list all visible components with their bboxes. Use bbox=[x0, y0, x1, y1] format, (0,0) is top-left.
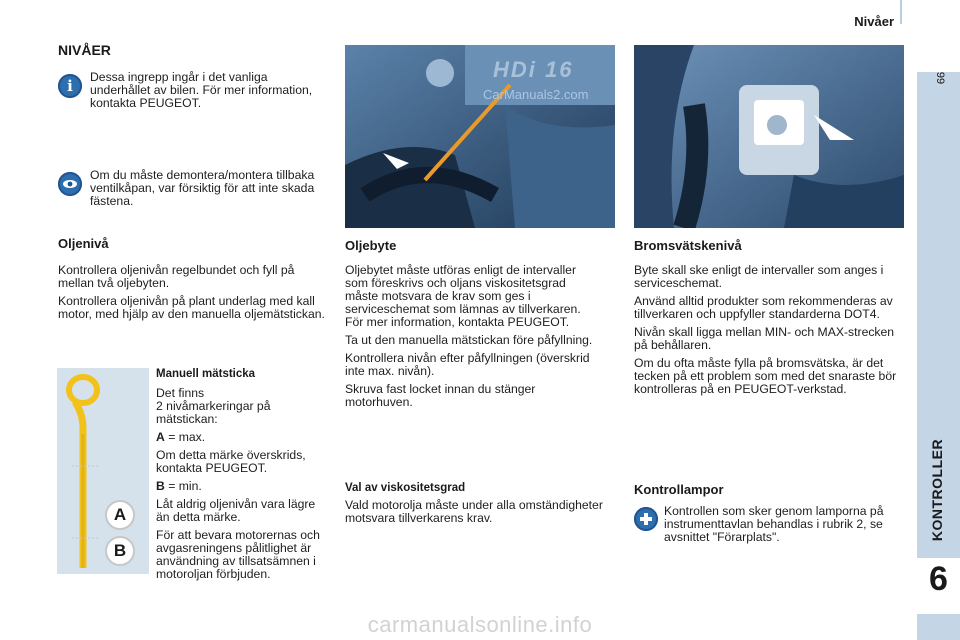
warning-lamps-heading: Kontrollampor bbox=[634, 482, 724, 497]
chapter-label-vertical: KONTROLLER bbox=[929, 438, 945, 542]
brake-fluid-paragraph: Nivån skall ligga mellan MIN- och MAX-strecken på behållaren. bbox=[634, 325, 895, 352]
running-header-title: Nivåer bbox=[854, 14, 894, 29]
viscosity-heading: Val av viskositetsgrad bbox=[345, 482, 466, 494]
engine-photo-label: HDi 16 bbox=[493, 57, 574, 82]
brake-fluid-paragraph: Använd alltid produkter som rekommenderas av tillverkaren och uppfyller standarderna DOT4. bbox=[634, 294, 893, 321]
oil-level-paragraph: Kontrollera oljenivån regelbundet och fyll på mellan två oljebyten. bbox=[58, 263, 295, 290]
dipstick-paragraph: Det finns 2 nivåmarkeringar på mätstickan: bbox=[156, 386, 271, 426]
page-number: 99 bbox=[934, 71, 946, 85]
brake-fluid-heading: Bromsvätskenivå bbox=[634, 238, 742, 253]
dipstick-heading: Manuell mätsticka bbox=[156, 368, 256, 380]
dipstick-min-line: B = min. bbox=[156, 479, 202, 493]
plus-glyph bbox=[639, 512, 653, 526]
dipstick-drawing bbox=[57, 368, 149, 574]
brake-fluid-text bbox=[634, 264, 902, 401]
dipstick-paragraph: Om detta märke överskrids, kontakta PEUGEOT. bbox=[156, 448, 306, 475]
eye-note: Om du måste demontera/montera tillbaka ventilkåpan, var försiktig för att inte skada fästena. bbox=[90, 168, 315, 208]
header-divider bbox=[900, 0, 902, 24]
chapter-number: 6 bbox=[929, 560, 948, 598]
oil-change-paragraph: Skruva fast locket innan du stänger motorhuven. bbox=[345, 382, 536, 409]
brake-fluid-paragraph: Om du ofta måste fylla på bromsvätska, är det tecken på ett problem som med det snaraste bör kontrolleras på en PEUGEOT-verkstad. bbox=[634, 356, 897, 396]
engine-photo-drawing bbox=[345, 45, 615, 228]
oil-change-paragraph: Ta ut den manuella mätstickan före påfyllning. bbox=[345, 333, 593, 347]
oil-change-text bbox=[345, 264, 601, 414]
photo-watermark: CarManuals2.com bbox=[483, 87, 589, 102]
oil-level-paragraph: Kontrollera oljenivån på plant underlag med kall motor, med hjälp av den manuella oljemätstickan. bbox=[58, 294, 325, 321]
eye-icon bbox=[58, 172, 82, 196]
dipstick-paragraph: För att bevara motorernas och avgasreningens pålitlighet är användning av tillsatsämnen i motoroljan förbjuden. bbox=[156, 528, 320, 581]
engine-photo bbox=[345, 45, 615, 228]
footer-watermark: carmanualsonline.info bbox=[367, 612, 593, 637]
oil-change-heading: Oljebyte bbox=[345, 238, 397, 253]
dipstick-text bbox=[156, 387, 328, 586]
eye-glyph bbox=[62, 179, 78, 189]
info-note: Dessa ingrepp ingår i det vanliga underhållet av bilen. För mer information, kontakta PEUGEOT. bbox=[90, 70, 313, 110]
oil-level-text bbox=[58, 264, 328, 326]
oil-change-paragraph: Kontrollera nivån efter påfyllningen (överskrid inte max. nivån). bbox=[345, 351, 590, 378]
viscosity-text: Vald motorolja måste under alla omständigheter motsvara tillverkarens krav. bbox=[345, 498, 603, 525]
oil-level-heading: Oljenivå bbox=[58, 236, 109, 251]
brake-fluid-photo bbox=[634, 45, 904, 228]
brake-fluid-paragraph: Byte skall ske enligt de intervaller som anges i serviceschemat. bbox=[634, 263, 884, 290]
warning-lamps-text: Kontrollen som sker genom lamporna på instrumenttavlan behandlas i rubrik 2, se avsnittet "Förarplats". bbox=[664, 504, 884, 544]
dipstick-mark-a: A bbox=[105, 500, 135, 530]
dipstick-paragraph: Låt aldrig oljenivån vara lägre än detta märke. bbox=[156, 497, 316, 524]
dipstick-illustration bbox=[57, 368, 149, 574]
info-icon: i bbox=[58, 74, 82, 98]
oil-change-paragraph: Oljebytet måste utföras enligt de intervaller som föreskrivs och oljans viskositetsgrad måste motsvara de krav som ges i serviceschemat som lämnas av tillverkaren. För mer information, kontakta PEUGEOT. bbox=[345, 263, 581, 329]
plus-icon bbox=[634, 507, 658, 531]
page-title: NIVÅER bbox=[58, 42, 111, 58]
brake-fluid-photo-drawing bbox=[634, 45, 904, 228]
dipstick-max-line: A = max. bbox=[156, 430, 206, 444]
dipstick-mark-b: B bbox=[105, 536, 135, 566]
